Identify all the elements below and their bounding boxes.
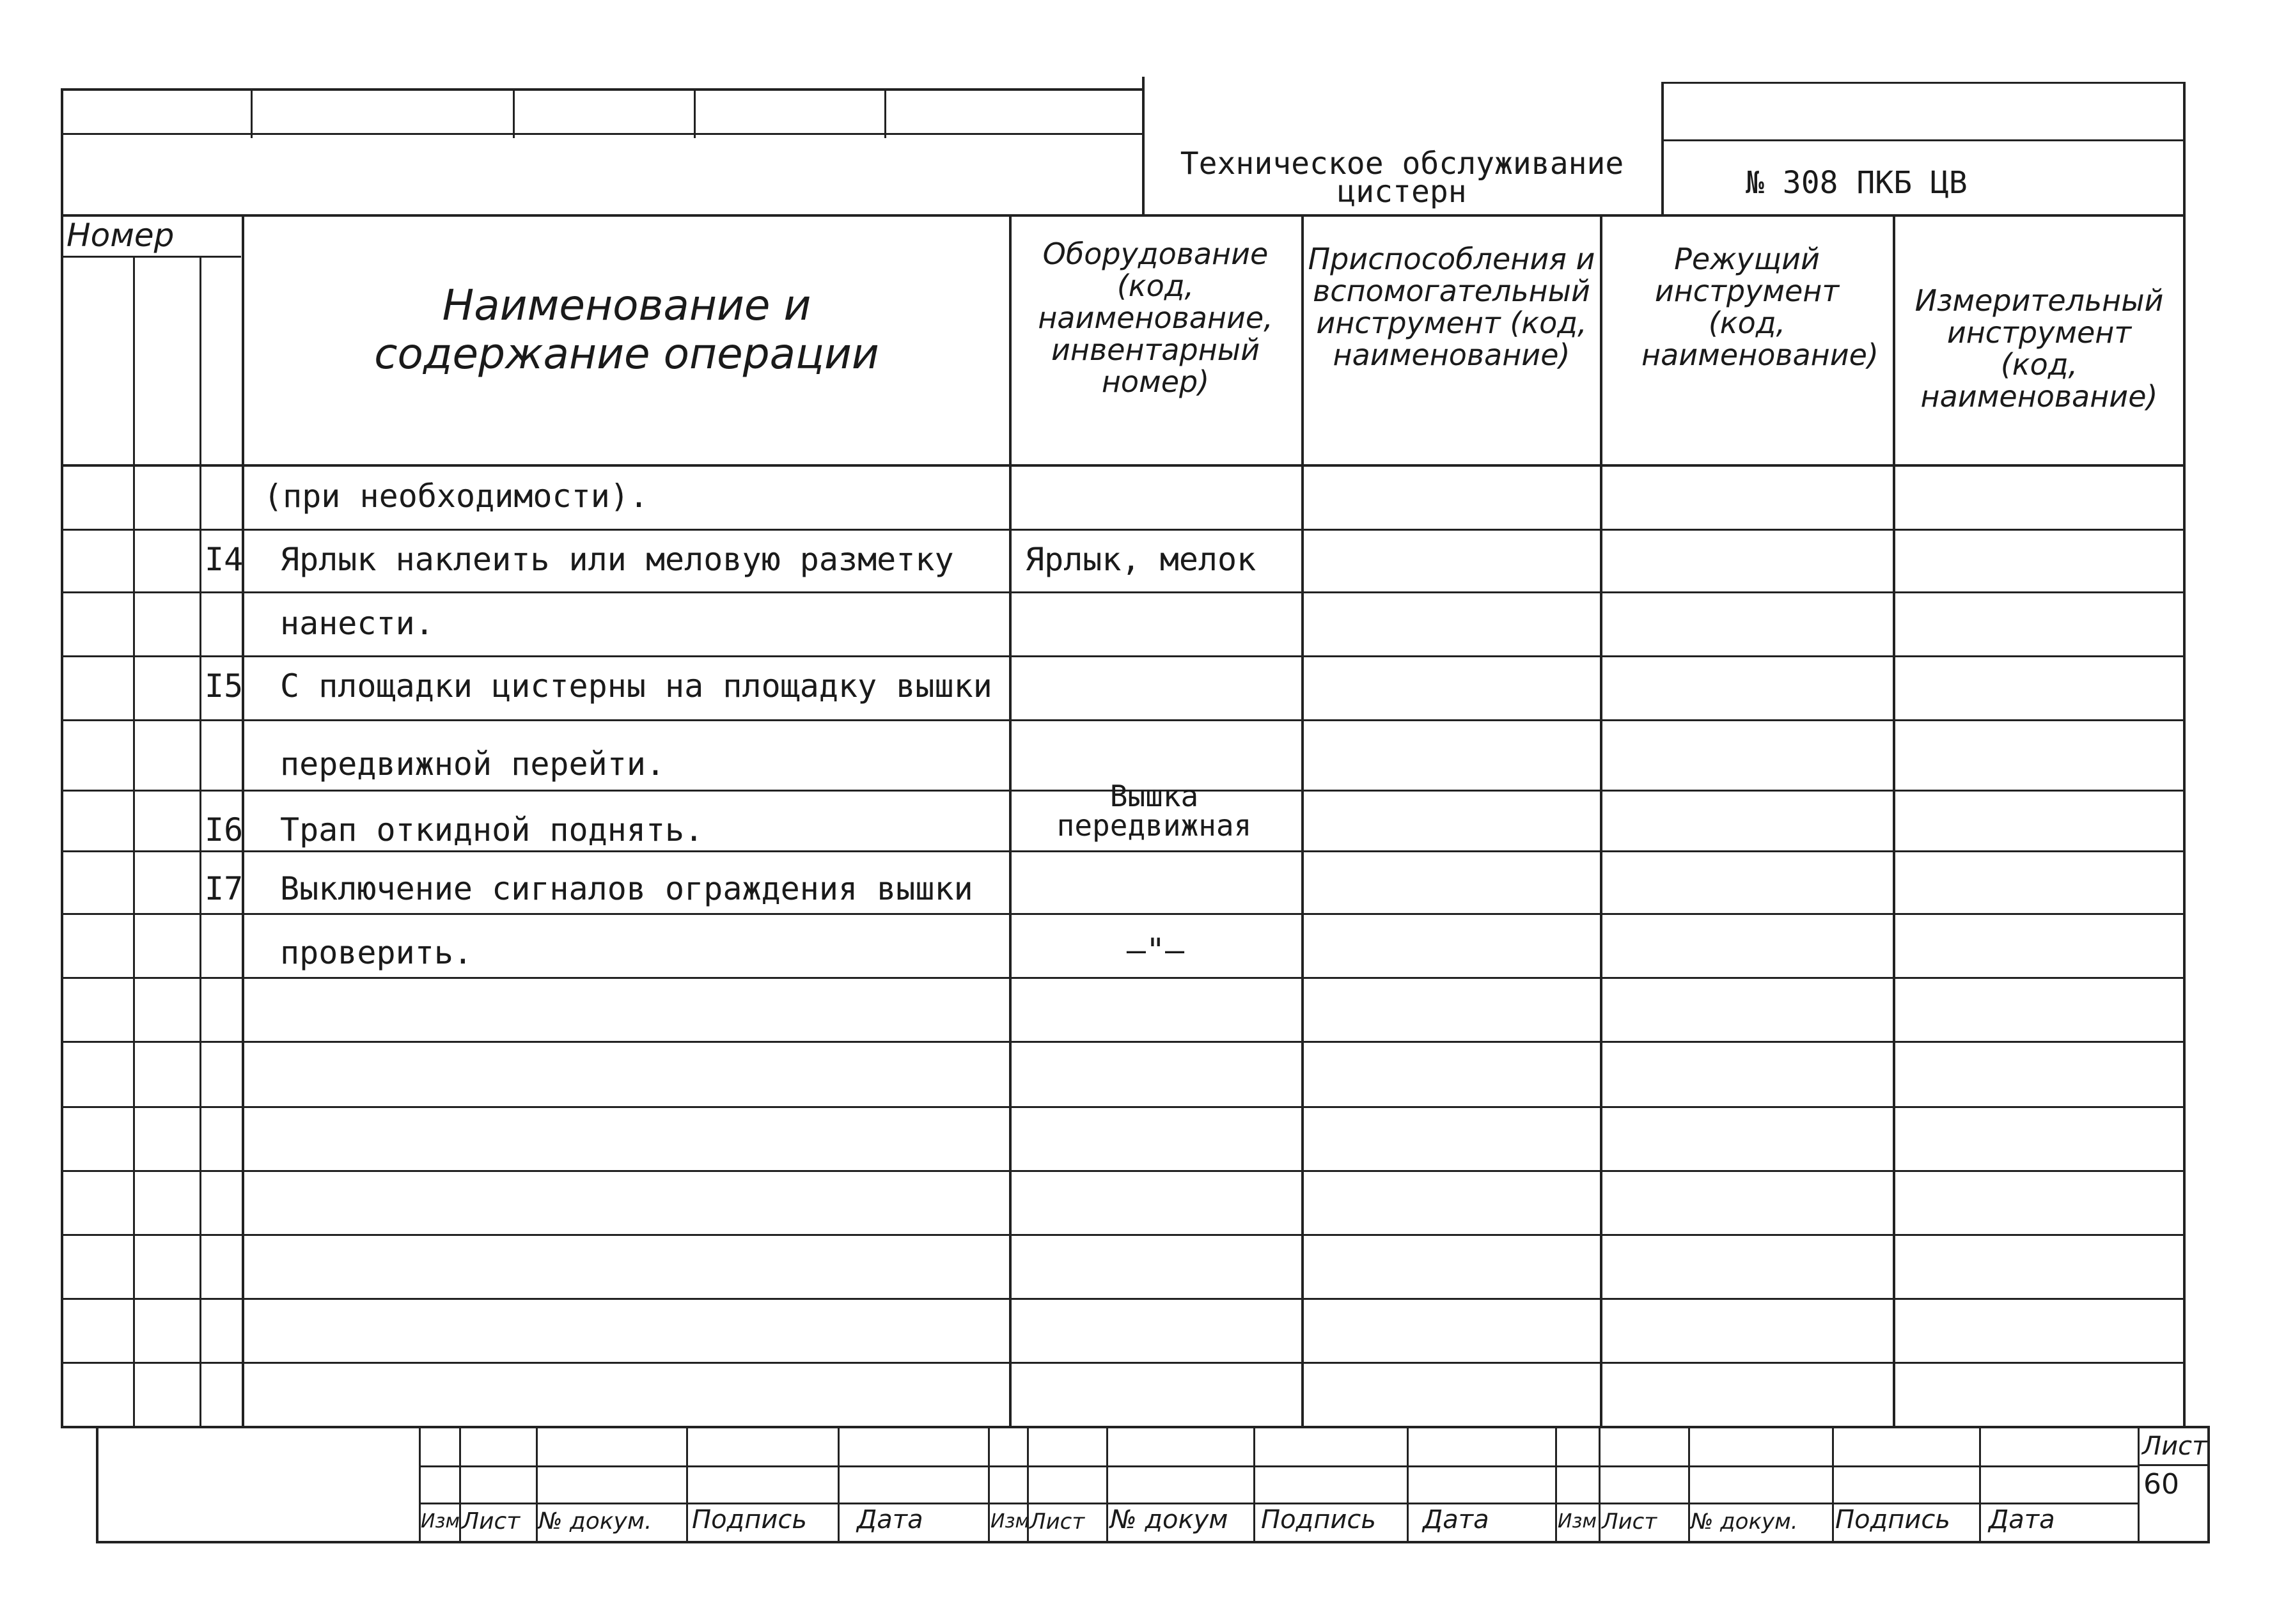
row-rule xyxy=(61,977,2186,979)
sheet-box-rule xyxy=(2138,1464,2209,1466)
document-number: № 308 ПКБ ЦВ xyxy=(1746,165,1968,201)
sig-label: Изм xyxy=(990,1510,1030,1533)
row-rule xyxy=(61,719,2186,721)
row-number: I7 xyxy=(205,870,244,907)
row-number: I6 xyxy=(205,811,244,848)
row-rule xyxy=(61,1298,2186,1300)
sig-label: Дата xyxy=(1423,1505,1489,1534)
row-rule xyxy=(61,1362,2186,1364)
signature-divider xyxy=(1688,1426,1690,1542)
row-number: I5 xyxy=(205,668,244,705)
sig-label: № докум. xyxy=(538,1508,652,1534)
number-subcol xyxy=(133,256,135,1427)
row-rule xyxy=(61,1106,2186,1108)
sig-label: Подпись xyxy=(692,1505,807,1534)
sig-label: Дата xyxy=(1989,1505,2055,1534)
row-rule xyxy=(61,850,2186,852)
row-equipment: Ярлык, мелок xyxy=(1025,541,1256,578)
header-measuring: Измерительный инструмент (код, наименование) xyxy=(1914,283,2164,414)
header-fixtures: Приспособления и вспомогательный инструмент (код, наименование) xyxy=(1308,242,1595,372)
signature-divider xyxy=(1979,1426,1981,1542)
header-number: Номер xyxy=(67,217,175,254)
col-divider-measuring xyxy=(1893,214,1895,1427)
stamp-divider xyxy=(694,88,696,138)
signature-rule xyxy=(419,1465,2139,1467)
signature-bottom-rule xyxy=(96,1541,2209,1543)
table-top-rule xyxy=(61,214,2186,217)
row-equipment: Вышка передвижная xyxy=(1056,779,1252,843)
row-equipment: –"– xyxy=(1126,932,1185,969)
sheet-number: 60 xyxy=(2143,1468,2179,1501)
stamp-divider xyxy=(251,88,253,138)
sheet-label: Лист xyxy=(2142,1432,2207,1461)
sig-label: Изм xyxy=(1558,1510,1597,1533)
stamp-rule xyxy=(1661,139,2186,141)
col-divider-cutting xyxy=(1600,214,1602,1427)
frame-right xyxy=(2183,82,2186,1428)
row-text: Выключение сигналов ограждения вышки xyxy=(280,870,973,907)
signature-divider xyxy=(1106,1426,1108,1542)
header-bottom-rule xyxy=(61,464,2186,467)
signature-divider xyxy=(1555,1426,1557,1542)
stamp-rule xyxy=(61,88,1145,91)
signature-divider xyxy=(536,1426,538,1542)
table-bottom-rule xyxy=(61,1426,2209,1428)
signature-divider xyxy=(1407,1426,1409,1542)
signature-divider xyxy=(838,1426,840,1542)
row-text: нанести. xyxy=(280,605,434,642)
row-text: проверить. xyxy=(280,934,473,971)
stamp-divider xyxy=(1661,82,1664,216)
number-header-rule xyxy=(61,256,241,258)
document-title: Техническое обслуживание цистерн xyxy=(1180,146,1624,210)
sig-label: № докум. xyxy=(1691,1509,1798,1534)
signature-divider xyxy=(1832,1426,1834,1542)
signature-divider xyxy=(988,1426,990,1542)
row-number: I4 xyxy=(205,541,244,578)
signature-divider xyxy=(1253,1426,1255,1542)
frame-left xyxy=(61,88,63,1428)
row-rule xyxy=(61,913,2186,915)
row-rule xyxy=(61,655,2186,657)
header-operation: Наименование и содержание операции xyxy=(374,281,879,379)
stamp-rule xyxy=(61,133,1145,135)
signature-divider xyxy=(686,1426,688,1542)
row-text: передвижной перейти. xyxy=(280,746,666,783)
signature-frame-right xyxy=(2207,1426,2210,1543)
row-rule xyxy=(61,1234,2186,1236)
row-text: Ярлык наклеить или меловую разметку xyxy=(280,541,954,578)
sig-label: Подпись xyxy=(1835,1505,1950,1534)
stamp-divider xyxy=(513,88,515,138)
sig-label: Дата xyxy=(857,1505,923,1534)
signature-frame-left xyxy=(96,1426,98,1543)
row-text: (при необходимости). xyxy=(263,478,649,515)
header-equipment: Оборудование (код, наименование, инвентарный номер) xyxy=(1038,237,1273,399)
row-rule xyxy=(61,1170,2186,1172)
sig-label: Подпись xyxy=(1261,1505,1376,1534)
header-cutting: Режущий инструмент (код, наименование) xyxy=(1641,242,1879,372)
signature-rule xyxy=(419,1503,2139,1504)
sig-label: Лист xyxy=(1602,1509,1657,1534)
signature-divider xyxy=(2138,1426,2140,1542)
sig-label: № докум xyxy=(1110,1505,1228,1534)
number-subcol xyxy=(200,256,201,1427)
row-text: С площадки цистерны на площадку вышки xyxy=(280,668,992,705)
sig-label: Лист xyxy=(462,1508,521,1534)
sig-label: Лист xyxy=(1029,1509,1085,1534)
stamp-divider xyxy=(884,88,886,138)
stamp-rule xyxy=(1661,82,2186,84)
signature-divider xyxy=(1599,1426,1601,1542)
sig-label: Изм xyxy=(421,1510,460,1533)
col-divider-fixtures xyxy=(1301,214,1304,1427)
row-rule xyxy=(61,591,2186,593)
row-rule xyxy=(61,1041,2186,1043)
row-text: Трап откидной поднять. xyxy=(280,811,704,848)
row-rule xyxy=(61,529,2186,531)
